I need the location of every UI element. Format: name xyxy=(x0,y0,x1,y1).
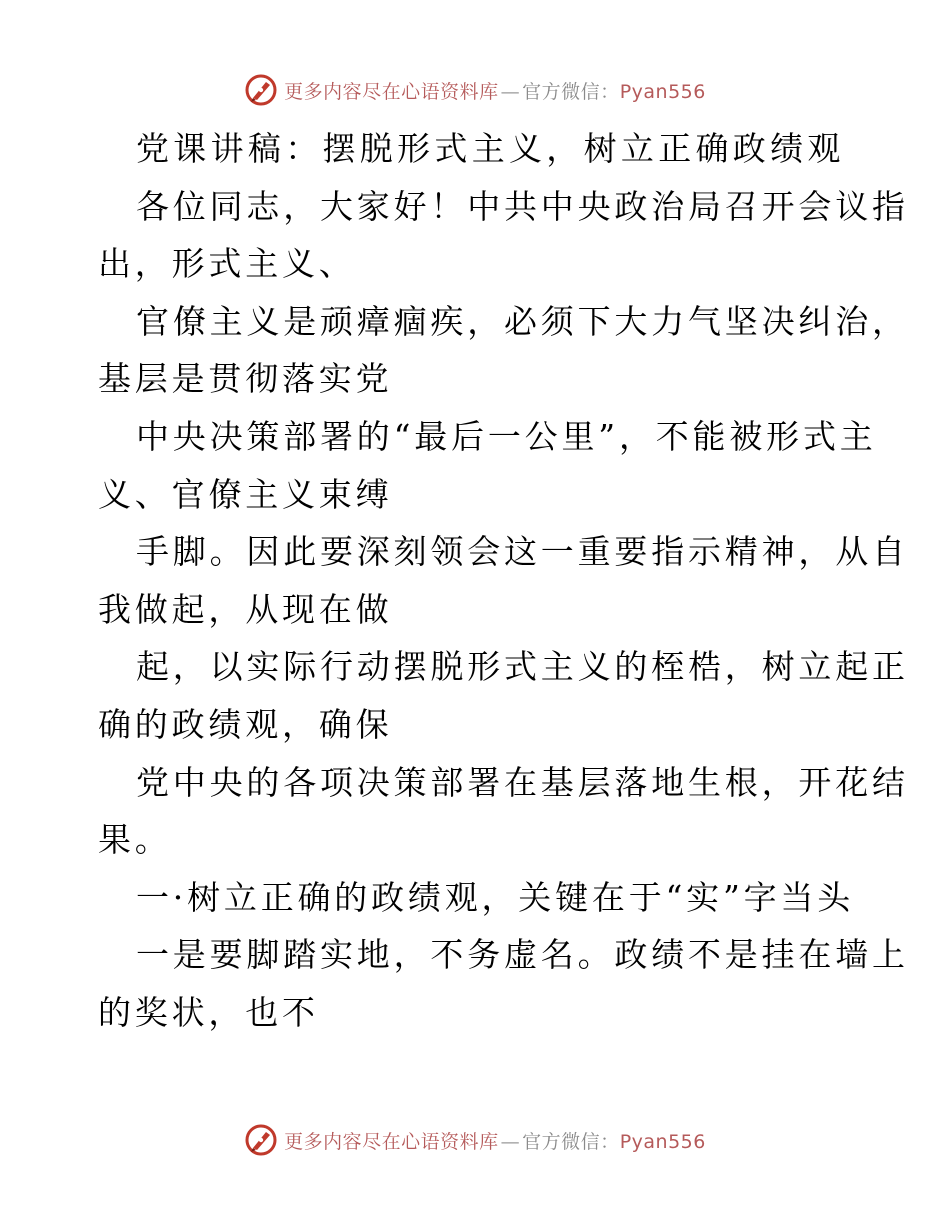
paragraph-line: 中央决策部署的“最后一公里”，不能被形式主 xyxy=(136,416,877,456)
watermark-official-label: 官方微信： xyxy=(522,80,620,103)
paragraph-line: 党中央的各项决策部署在基层落地生根，开花结 xyxy=(136,762,909,802)
paragraph-line: 出，形式主义、 xyxy=(98,244,356,284)
header-watermark xyxy=(0,70,950,110)
quill-pen-circle-icon xyxy=(244,73,278,107)
watermark-brand: 更多内容尽在心语资料库 xyxy=(284,80,499,103)
section-heading: 一·树立正确的政绩观，关键在于“实”字当头 xyxy=(136,877,855,917)
watermark-wechat-id: Pyan556 xyxy=(619,1130,706,1153)
document-title: 党课讲稿：摆脱形式主义，树立正确政绩观 xyxy=(136,129,845,168)
footer-watermark xyxy=(0,1120,950,1160)
paragraph-line: 一是要脚踏实地，不务虚名。政绩不是挂在墙上 xyxy=(136,935,909,975)
quill-pen-circle-icon xyxy=(244,1123,278,1157)
paragraph-line: 我做起，从现在做 xyxy=(98,589,393,629)
paragraph-line: 起，以实际行动摆脱形式主义的桎梏，树立起正 xyxy=(136,647,909,687)
paragraph-line: 的奖状，也不 xyxy=(98,992,319,1032)
paragraph-line: 义、官僚主义束缚 xyxy=(98,474,393,514)
paragraph-line: 官僚主义是顽瘴痼疾，必须下大力气坚决纠治， xyxy=(136,301,909,341)
paragraph-line: 手脚。因此要深刻领会这一重要指示精神，从自 xyxy=(136,532,909,572)
watermark-brand: 更多内容尽在心语资料库 xyxy=(284,1130,499,1153)
paragraph-line: 各位同志，大家好！中共中央政治局召开会议指 xyxy=(136,186,909,226)
watermark-text xyxy=(284,77,706,104)
watermark-official-label: 官方微信： xyxy=(522,1130,620,1153)
watermark-separator: — xyxy=(500,1130,521,1153)
paragraph-line: 果。 xyxy=(98,820,172,860)
document-body xyxy=(98,120,909,1042)
watermark-wechat-id: Pyan556 xyxy=(619,80,706,103)
paragraph-line: 确的政绩观，确保 xyxy=(98,704,393,744)
paragraph-line: 基层是贯彻落实党 xyxy=(98,359,393,399)
watermark-separator: — xyxy=(500,80,521,103)
watermark-text xyxy=(284,1127,706,1154)
